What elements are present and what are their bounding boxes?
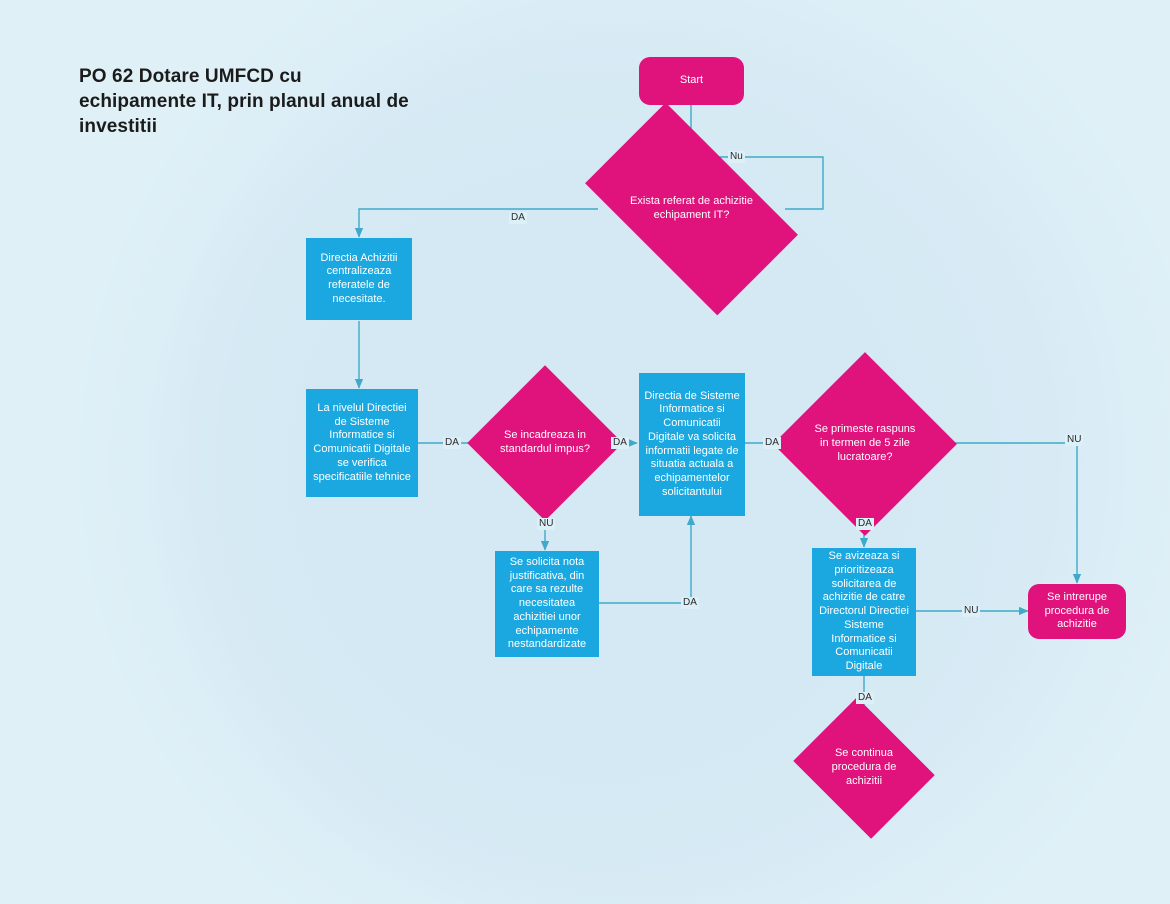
node-directia-achizitii-label: Directia Achizitii centralizeaza referatele de necesitate. xyxy=(320,251,398,305)
edge-label-da-referat: DA xyxy=(511,212,525,223)
node-se-intrerupe-label: Se intrerupe procedura de achizitie xyxy=(1044,590,1110,631)
node-se-avizeaza[interactable] xyxy=(812,548,916,676)
edge-label-da-nota: DA xyxy=(683,597,697,608)
node-se-continua[interactable] xyxy=(809,723,919,813)
node-start-label: Start xyxy=(679,74,704,87)
edge-label-da-solicita: DA xyxy=(765,437,779,448)
node-solicita-informatii[interactable] xyxy=(639,373,745,516)
node-nota-justificativa[interactable] xyxy=(495,551,599,657)
edge-label-da-raspuns: DA xyxy=(858,518,872,529)
node-se-intrerupe[interactable] xyxy=(1028,584,1126,639)
node-se-primeste-raspuns-label: Se primeste raspuns in termen de 5 zile lucratoare? xyxy=(814,423,916,463)
node-nota-justificativa-label: Se solicita nota justificativa, din care sa rezulte necesitatea achizitiei unor echipamente nestandardizate xyxy=(507,555,587,651)
node-se-incadreaza[interactable] xyxy=(490,388,600,498)
node-se-incadreaza-label: Se incadreaza in standardul impus? xyxy=(500,429,590,455)
node-exista-referat-label: Exista referat de achizitie echipament IT? xyxy=(630,195,753,221)
edge-label-nu-raspuns: NU xyxy=(1067,434,1082,445)
page-title: PO 62 Dotare UMFCD cu echipamente IT, prin planul anual de investitii xyxy=(79,66,409,138)
node-start[interactable] xyxy=(639,57,744,105)
node-directia-achizitii[interactable] xyxy=(306,238,412,320)
node-solicita-informatii-label: Directia de Sisteme Informatice si Comunicatii Digitale va solicita informatii legate de situatia actuala a echipamentelor solicitantului xyxy=(644,389,740,498)
node-se-primeste-raspuns[interactable] xyxy=(800,379,930,509)
edge-label-nu-incadreaza: NU xyxy=(539,518,554,529)
edge-label-da-standard: DA xyxy=(445,437,459,448)
node-se-continua-label: Se continua procedura de achizitii xyxy=(831,747,897,787)
node-exista-referat[interactable] xyxy=(598,152,785,266)
edge-label-nu-referat: Nu xyxy=(730,151,743,162)
edge-label-da-avizeaza: DA xyxy=(858,692,872,703)
node-nivelul-directiei[interactable] xyxy=(306,389,418,497)
edge-label-da-incadreaza: DA xyxy=(613,437,627,448)
edge-label-nu-avizeaza: NU xyxy=(964,605,979,616)
node-se-avizeaza-label: Se avizeaza si prioritizeaza solicitarea de achizitie de catre Directorul Directiei Sisteme Informatice si Comunicatii Digitale xyxy=(819,550,909,673)
node-nivelul-directiei-label: La nivelul Directiei de Sisteme Informatice si Comunicatii Digitale se verifica specificatiile tehnice xyxy=(313,401,411,483)
